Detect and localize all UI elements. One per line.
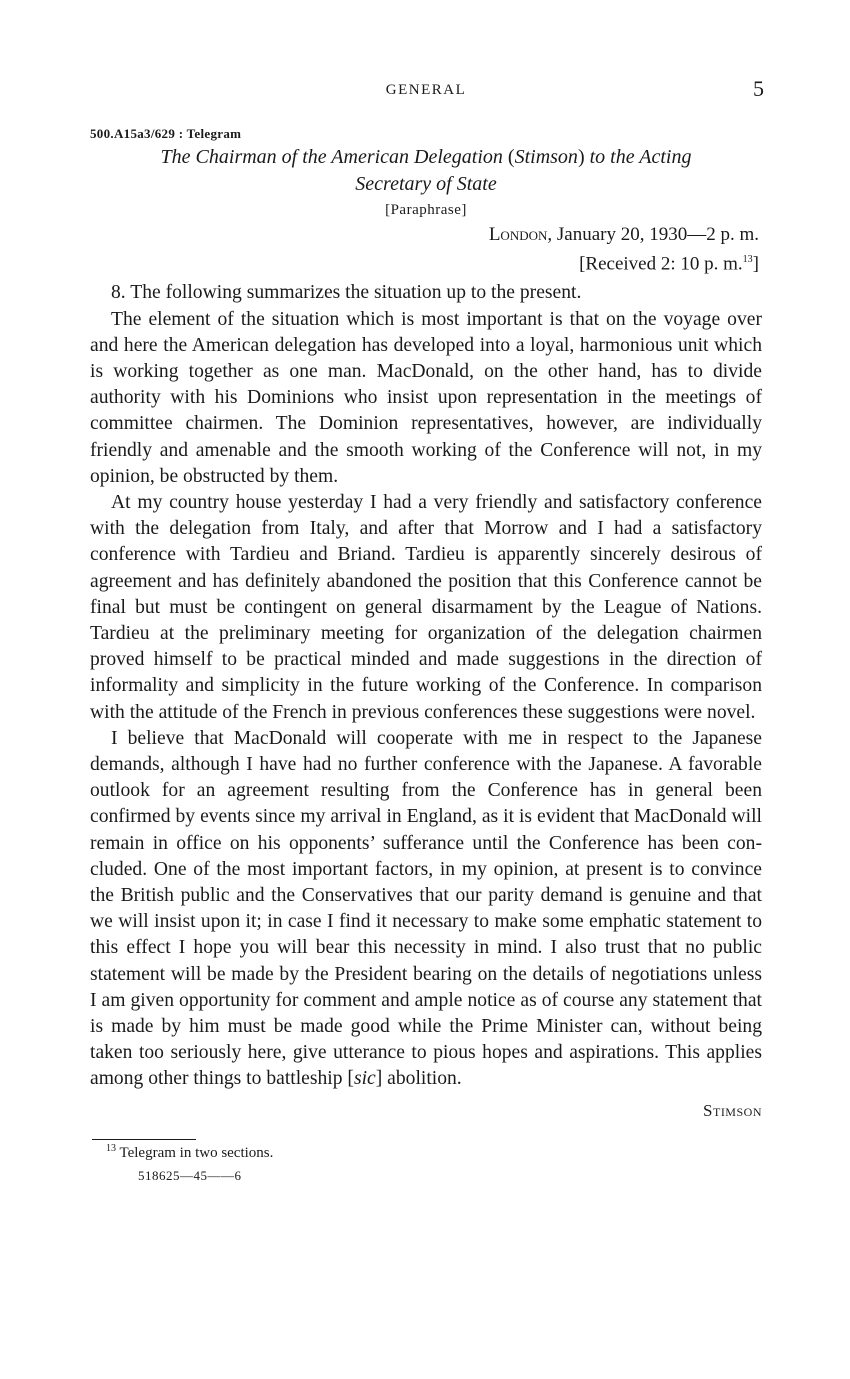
document-title-line-1	[90, 144, 762, 171]
title-prefix: The Chairman of the American Delegation	[160, 146, 508, 168]
title-suffix: to the Acting	[584, 146, 692, 168]
footnote-divider	[92, 1139, 196, 1140]
running-header	[90, 74, 762, 108]
paragraph-4-text: I believe that MacDonald will cooperate with me in respect to the Japanese demands, although I have had no further conference with the Japanese. A favorable outlook for an agreement resulting from the Conference has in general been confirmed by events since my arrival in England, as it is evident that MacDonald will remain in office on his opponents’ sufferance until the Conference has been concluded. One of the most important factors, in my opinion, at present is to convince the British public and the Conservatives that our parity demand is genuine and that we will insist upon it; in case I find it necessary to make some emphatic statement to this effect I hope you will bear this necessity in mind. I also trust that no public statement will be made by the President bearing on the details of negotiations unless I am given opportunity for comment and ample notice as of course any statement that is made by him must be made good while the Prime Minister can, without being taken too seriously here, give utterance to pious hopes and aspirations. This applies among other things to battleship	[90, 727, 762, 1090]
page-number: 5	[753, 76, 764, 101]
bracket-open: [	[347, 1068, 354, 1090]
paragraph-2: The element of the situation which is most important is that on the voyage over and here the American delegation has developed into a loyal, harmonious unit which is working together as one man. MacDonald, on the other hand, has to divide authority with his Dominions who insist upon representation in the meetings of committee chairmen. The Dominion representatives, however, are individually friendly and amenable and the smooth working of the Conference will not, in my opinion, be obstructed by them.	[90, 308, 762, 487]
received-line	[90, 247, 762, 276]
dateline	[90, 222, 762, 247]
bracket-close: ]	[375, 1068, 383, 1090]
file-reference: 500.A15a3/629 : Telegram	[90, 126, 242, 141]
footnote-text: Telegram in two sections.	[116, 1144, 274, 1161]
print-code: 518625—45——6	[138, 1167, 242, 1183]
footnote-reference: 13	[742, 254, 753, 265]
footnote-number: 13	[106, 1142, 116, 1154]
received-close: ]	[752, 253, 759, 275]
document-title	[90, 144, 762, 198]
paragraph-1: 8. The following summarizes the situation up to the present.	[111, 282, 582, 304]
title-name: Stimson	[514, 146, 578, 168]
running-title: GENERAL	[385, 82, 467, 98]
paragraph-3: At my country house yesterday I had a very friendly and satisfactory conference with the delegation from Italy, and after that Morrow and I had a satisfactory conference with Tardieu and Briand. Tardieu is apparently sincerely desirous of agreement and has definitely abandoned the position that this Conference cannot be final but must be contingent on general disarmament by the League of Nations. Tardieu at the preliminary meeting for organization of the delegation chairmen proved himself to be practical minded and made suggestions in the direction of informality and simplicity in the future working of the Conference. In comparison with the attitude of the French in previous conferences these suggestions were novel.	[90, 491, 762, 723]
paragraph-4	[90, 726, 762, 1093]
title-paren-close: )	[577, 146, 585, 168]
paraphrase-label: [Paraphrase]	[385, 202, 467, 218]
telegram-body	[90, 280, 762, 1092]
paragraph-4-end: abolition.	[382, 1068, 462, 1090]
signature: Stimson	[703, 1100, 762, 1120]
received-text: [Received 2: 10 p. m.	[579, 253, 743, 275]
sic-annotation: sic	[353, 1068, 376, 1090]
title-paren-open: (	[507, 146, 515, 168]
dateline-place: London	[488, 224, 548, 245]
document-title-line-2: Secretary of State	[355, 173, 497, 195]
dateline-date: , January 20, 1930—2 p. m.	[547, 224, 759, 245]
document-page	[90, 74, 762, 1184]
footnote	[106, 1143, 762, 1162]
